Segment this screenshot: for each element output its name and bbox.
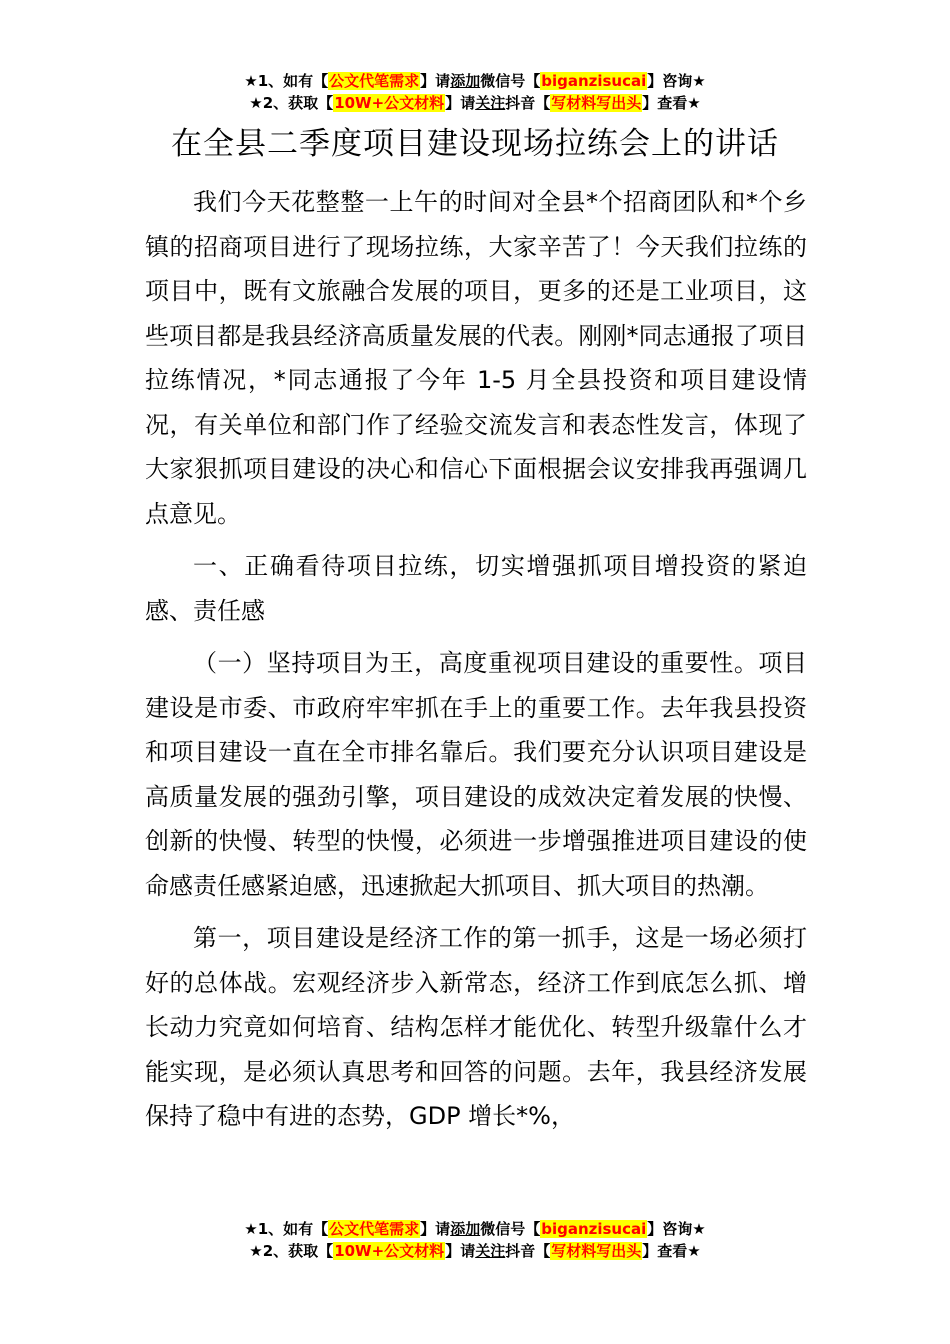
promo-text: 】请: [445, 94, 476, 112]
promo-text: ★1、如有【: [244, 1220, 329, 1238]
promo-wechat-id: biganzisucai: [541, 72, 647, 90]
promo-text: 】咨询★: [647, 72, 706, 90]
paragraph-intro: 我们今天花整整一上午的时间对全县*个招商团队和*个乡镇的招商项目进行了现场拉练，大家辛苦了！今天我们拉练的项目中，既有文旅融合发展的项目，更多的还是工业项目，这些项目都是我县经济高质量发展的代表。刚刚*同志通报了项目拉练情况，*同志通报了今年 1-5 月全县投资和项目建设情况，有关单位和部门作了经验交流发言和表态性发言，体现了大家狠抓项目建设的决心和信心下面根据会议安排我再强调几点意见。: [145, 188, 807, 528]
promo-line-1: [0, 1218, 950, 1240]
promo-highlight: 10W+公文材料: [334, 1242, 445, 1260]
promo-text: 抖音【: [505, 94, 551, 112]
heading-section-1: 一、正确看待项目拉练，切实增强抓项目增投资的紧迫感、责任感: [145, 552, 807, 625]
promo-text: 】查看★: [642, 94, 701, 112]
promo-text: ★1、如有【: [244, 72, 329, 90]
promo-douyin-id: 写材料写出头: [551, 1242, 642, 1260]
promo-highlight: 公文代笔需求: [329, 1220, 420, 1238]
promo-text: 】查看★: [642, 1242, 701, 1260]
promo-text: 抖音【: [505, 1242, 551, 1260]
top-promo-banner: [0, 70, 950, 114]
paragraph-subsection-1: （一）坚持项目为王，高度重视项目建设的重要性。项目建设是市委、市政府牢牢抓在手上的重要工作。去年我县投资和项目建设一直在全市排名靠后。我们要充分认识项目建设是高质量发展的强劲引擎，项目建设的成效决定着发展的快慢、创新的快慢、转型的快慢，必须进一步增强推进项目建设的使命感责任感紧迫感，迅速掀起大抓项目、抓大项目的热潮。: [145, 649, 807, 900]
promo-highlight: 10W+公文材料: [334, 94, 445, 112]
bottom-promo-banner: [0, 1218, 950, 1262]
promo-douyin-id: 写材料写出头: [551, 94, 642, 112]
promo-underlined: 添加: [450, 72, 481, 90]
promo-text: 微信号【: [480, 72, 541, 90]
promo-text: ★2、获取【: [249, 94, 334, 112]
paragraph-first-point: 第一，项目建设是经济工作的第一抓手，这是一场必须打好的总体战。宏观经济步入新常态，经济工作到底怎么抓、增长动力究竟如何培育、结构怎样才能优化、转型升级靠什么才能实现，是必须认真思考和回答的问题。去年，我县经济发展保持了稳中有进的态势，GDP 增长*%，: [145, 924, 807, 1130]
promo-underlined: 添加: [450, 1220, 481, 1238]
promo-text: 】请: [420, 1220, 451, 1238]
promo-line-1: [0, 70, 950, 92]
promo-text: 】请: [420, 72, 451, 90]
promo-underlined: 关注: [475, 94, 506, 112]
promo-highlight: 公文代笔需求: [329, 72, 420, 90]
promo-line-2: [0, 92, 950, 114]
promo-text: ★2、获取【: [249, 1242, 334, 1260]
document-body: [145, 180, 807, 1139]
document-title: 在全县二季度项目建设现场拉练会上的讲话: [171, 126, 779, 162]
promo-underlined: 关注: [475, 1242, 506, 1260]
promo-line-2: [0, 1240, 950, 1262]
promo-text: 】请: [445, 1242, 476, 1260]
promo-text: 微信号【: [480, 1220, 541, 1238]
promo-text: 】咨询★: [647, 1220, 706, 1238]
promo-wechat-id: biganzisucai: [541, 1220, 647, 1238]
